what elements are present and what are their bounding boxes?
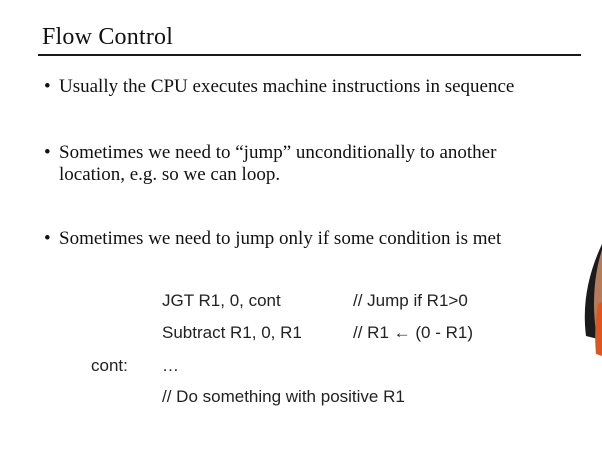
code-line-1-instruction: JGT R1, 0, cont: [162, 291, 281, 310]
bullet-1-line-1: Usually the CPU executes machine instructions in sequence: [59, 76, 515, 97]
bullet-2-line-1: Sometimes we need to “jump” unconditionally to another: [59, 142, 497, 163]
code-line-3-ellipsis: …: [162, 356, 179, 375]
bullet-dot-icon: •: [44, 76, 51, 97]
slide-title: Flow Control: [42, 24, 174, 50]
bullet-dot-icon: •: [44, 228, 51, 249]
code-line-2-instruction: Subtract R1, 0, R1: [162, 323, 302, 342]
bullet-2-line-2: location, e.g. so we can loop.: [59, 164, 281, 185]
bullet-3-line-1: Sometimes we need to jump only if some condition is met: [59, 228, 502, 249]
presenter-figure: [578, 244, 602, 384]
comment-prefix: // R1: [353, 323, 389, 342]
title-underline: [38, 54, 581, 56]
code-line-2-comment: [353, 323, 473, 343]
code-label-cont: cont:: [91, 356, 128, 375]
left-arrow-icon: ←: [393, 323, 411, 342]
code-line-4-comment: // Do something with positive R1: [162, 387, 405, 406]
bullet-dot-icon: •: [44, 142, 51, 163]
code-line-1-comment: // Jump if R1>0: [353, 291, 468, 310]
comment-suffix: (0 - R1): [415, 323, 473, 342]
